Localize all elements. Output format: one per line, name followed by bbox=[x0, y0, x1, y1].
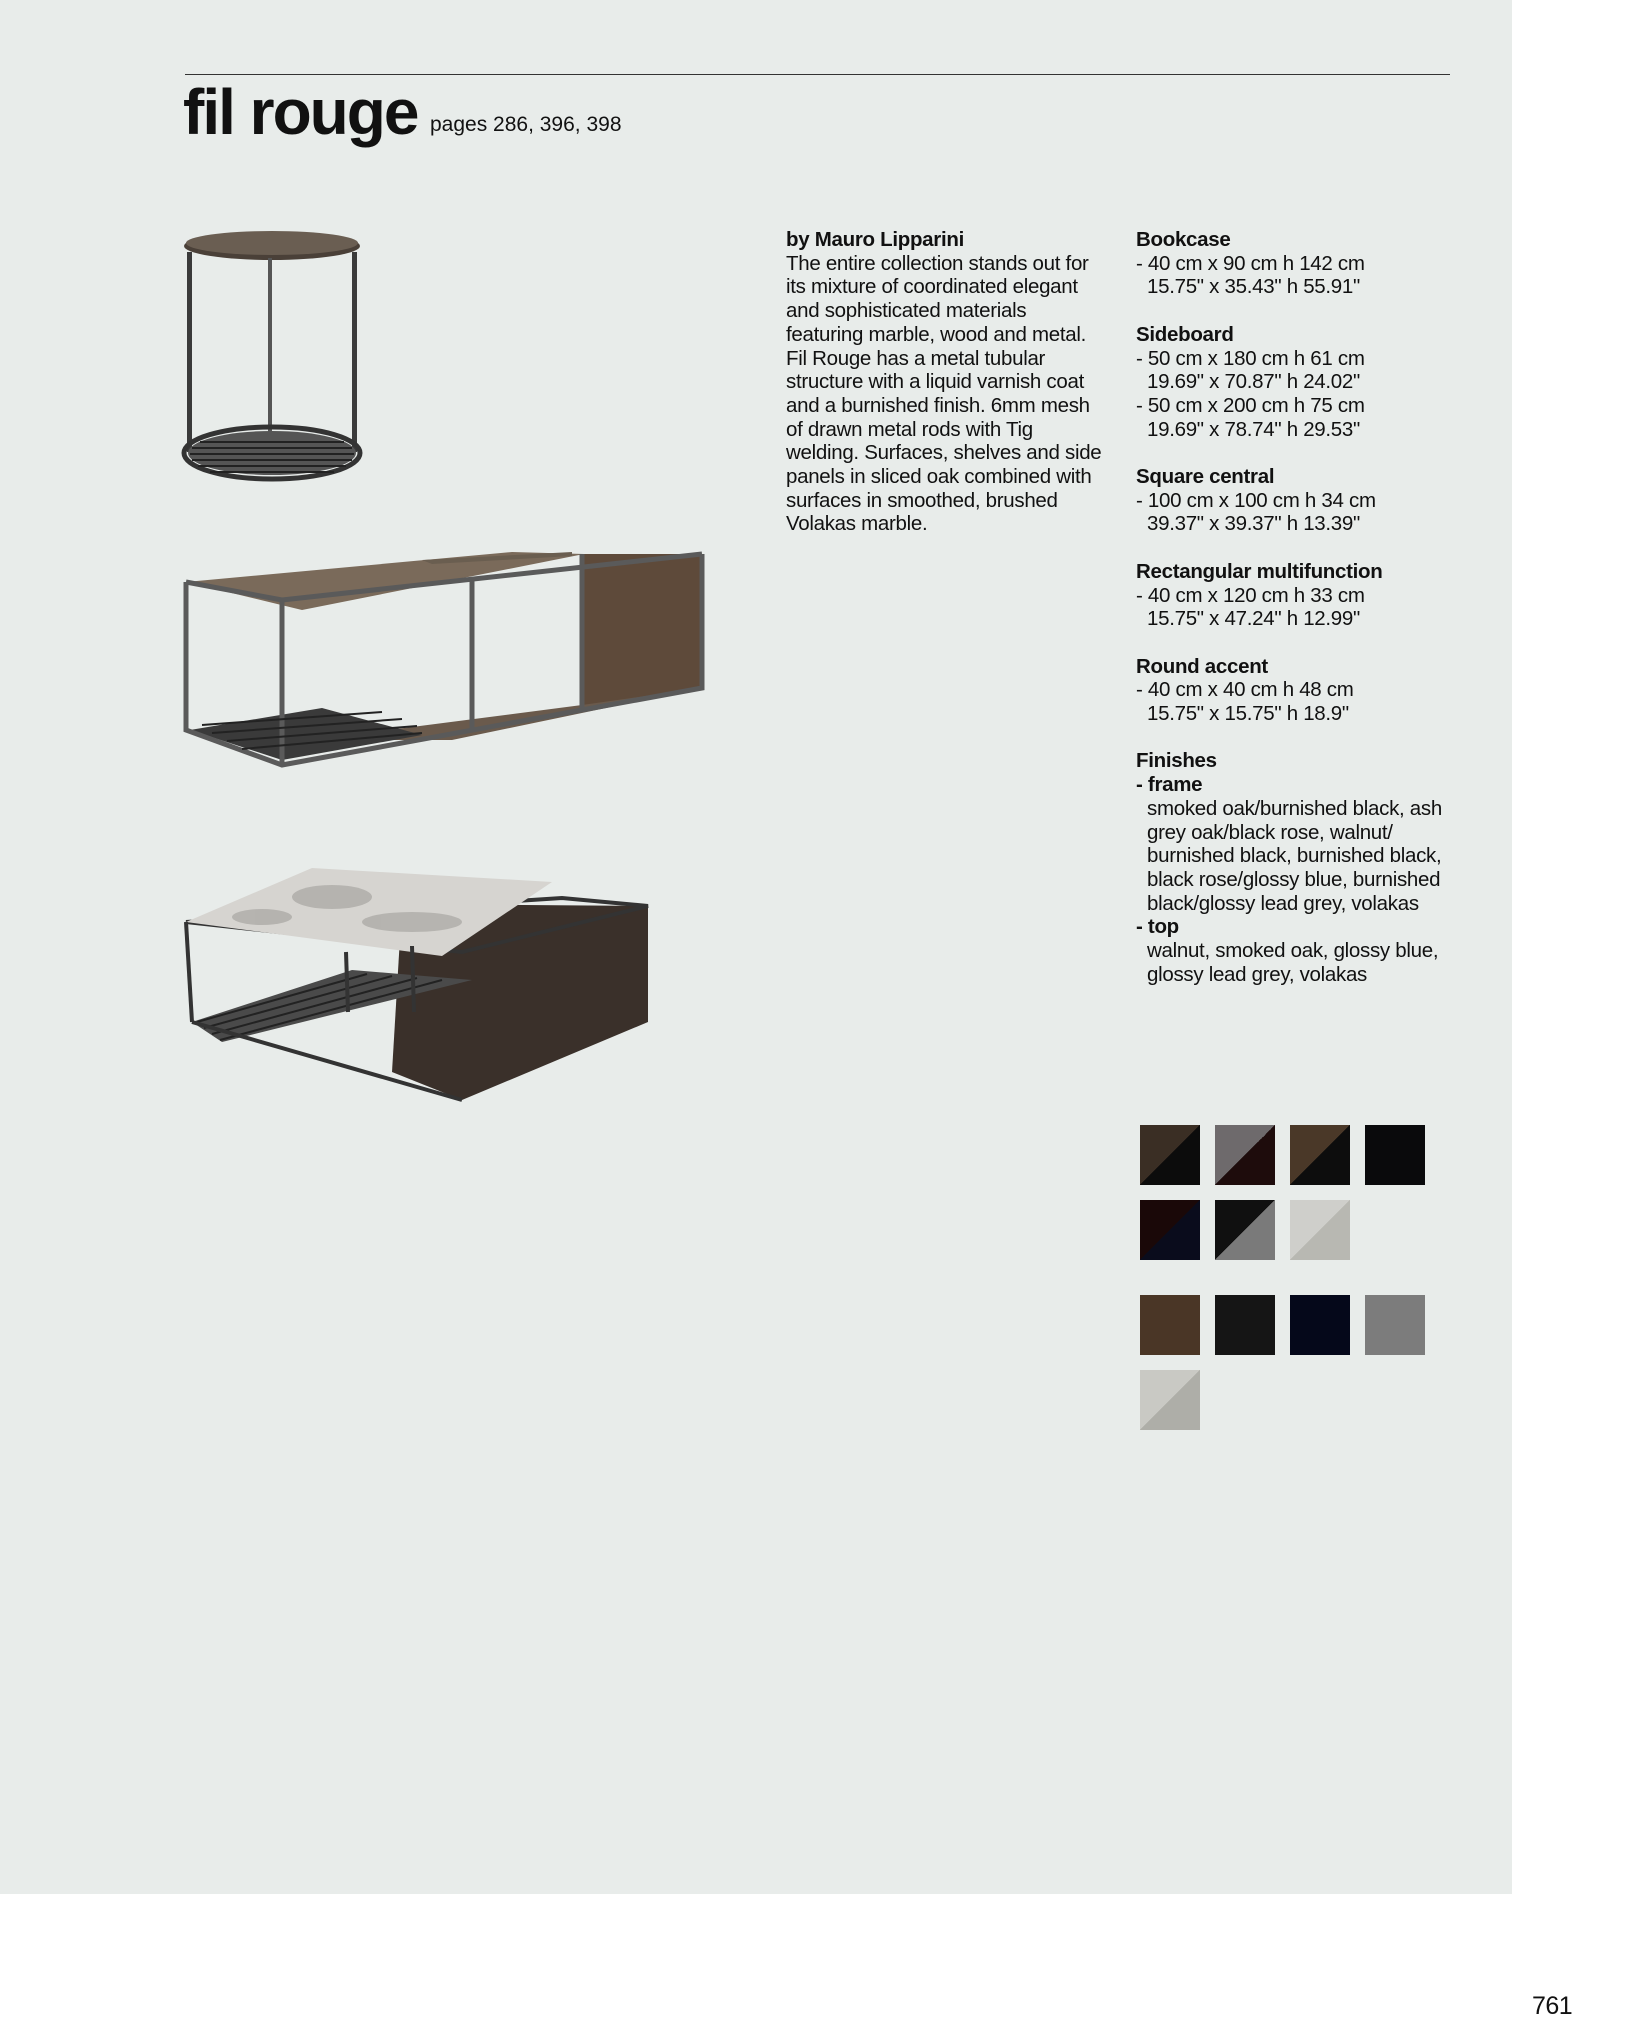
round-accent-table-image bbox=[180, 228, 366, 494]
specifications bbox=[1136, 228, 1476, 1010]
description-text: The entire collection stands out for its mixture of coordinated elegant and sophisticated materials featuring marble, wood and metal. Fil Rouge has a metal tubular structure with a liquid varnish coat and a burnished finish. 6mm mesh of drawn metal rods with Tig welding. Surfaces, shelves and side panels in sliced oak combined with surfaces in smoothed, brushed Volakas marble. bbox=[786, 251, 1102, 536]
spec-title: Bookcase bbox=[1136, 228, 1231, 251]
finishes-title: Finishes bbox=[1136, 749, 1217, 773]
spec-dimension-in: 15.75" x 47.24" h 12.99" bbox=[1147, 607, 1360, 631]
finishes-top-label: - top bbox=[1136, 915, 1179, 939]
spec-dimension-in: 15.75" x 35.43" h 55.91" bbox=[1147, 275, 1360, 299]
spec-sideboard bbox=[1136, 323, 1476, 442]
spec-title: Round accent bbox=[1136, 654, 1268, 678]
top-finish-swatch bbox=[1140, 1370, 1200, 1430]
page-references: pages 286, 396, 398 bbox=[430, 113, 622, 136]
spec-dimension-in: 19.69" x 70.87" h 24.02" bbox=[1147, 370, 1360, 394]
sideboard-image bbox=[182, 540, 712, 780]
page-number: 761 bbox=[1532, 1992, 1573, 2020]
spec-dimension-in: 15.75" x 15.75" h 18.9" bbox=[1147, 702, 1349, 725]
spec-dimension-in: 39.37" x 39.37" h 13.39" bbox=[1147, 512, 1360, 536]
frame-finish-swatch bbox=[1140, 1125, 1200, 1185]
spec-title: Rectangular multifunction bbox=[1136, 559, 1383, 583]
top-finish-swatch bbox=[1215, 1295, 1275, 1355]
spec-dimension-cm: - 40 cm x 90 cm h 142 cm bbox=[1136, 251, 1365, 275]
page-title: fil rouge bbox=[183, 76, 418, 148]
spec-dimension-cm: - 50 cm x 180 cm h 61 cm bbox=[1136, 346, 1365, 370]
spec-title: Square central bbox=[1136, 465, 1275, 488]
frame-finish-swatch bbox=[1290, 1125, 1350, 1185]
finishes-top-text: walnut, smoked oak, glossy blue, glossy lead grey, volakas bbox=[1147, 939, 1439, 986]
spec-rectangular-multifunction bbox=[1136, 560, 1476, 631]
frame-finish-swatch bbox=[1215, 1200, 1275, 1260]
designer-credit: by Mauro Lipparini bbox=[786, 228, 964, 251]
top-finish-swatch bbox=[1290, 1295, 1350, 1355]
spec-dimension-cm: - 50 cm x 200 cm h 75 cm bbox=[1136, 393, 1365, 417]
top-finish-swatch bbox=[1140, 1295, 1200, 1355]
spec-dimension-cm: - 40 cm x 120 cm h 33 cm bbox=[1136, 583, 1365, 607]
spec-dimension-cm: - 40 cm x 40 cm h 48 cm bbox=[1136, 678, 1354, 702]
product-description bbox=[786, 228, 1106, 536]
spec-dimension-cm: - 100 cm x 100 cm h 34 cm bbox=[1136, 488, 1376, 512]
spec-bookcase bbox=[1136, 228, 1476, 299]
finishes-frame-label: - frame bbox=[1136, 773, 1203, 797]
spec-dimension-in: 19.69" x 78.74" h 29.53" bbox=[1147, 417, 1360, 441]
frame-finish-swatch bbox=[1290, 1200, 1350, 1260]
frame-finish-swatch bbox=[1365, 1125, 1425, 1185]
spec-square-central bbox=[1136, 465, 1476, 536]
frame-finish-swatch bbox=[1140, 1200, 1200, 1260]
top-finish-swatch bbox=[1365, 1295, 1425, 1355]
square-central-table-image bbox=[182, 862, 652, 1102]
frame-finish-swatch bbox=[1215, 1125, 1275, 1185]
spec-title: Sideboard bbox=[1136, 322, 1234, 346]
finishes-frame-text: smoked oak/burnished black, ash grey oak/black rose, walnut/ burnished black, burnished black, black rose/glossy blue, burnished black/glossy lead grey, volakas bbox=[1147, 796, 1442, 915]
finishes bbox=[1136, 749, 1476, 986]
spec-round-accent bbox=[1136, 655, 1476, 726]
